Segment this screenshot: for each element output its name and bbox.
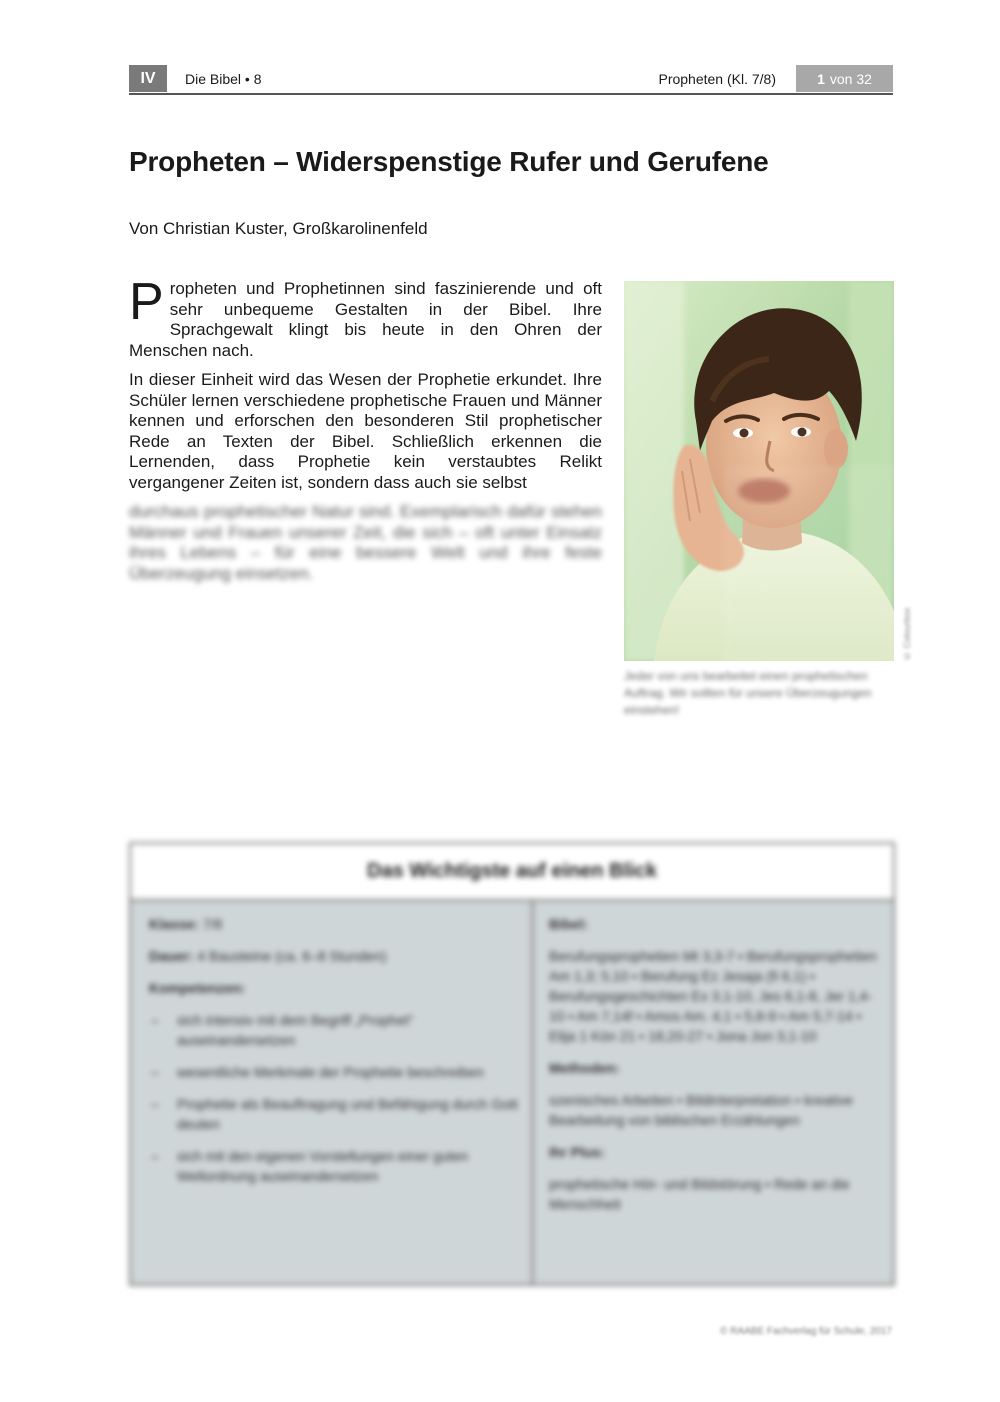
summary-box [129, 842, 895, 1286]
kompetenzen-list [149, 1010, 519, 1186]
bibel-label: Bibel: [549, 916, 588, 932]
intro-text [129, 273, 602, 593]
dauer-label: Dauer: [149, 948, 194, 964]
chapter-badge: IV [129, 65, 167, 92]
plus-text: prophetische Hör- und Bildstörung • Rede an die Menschheit [549, 1176, 850, 1212]
intro-paragraph-2-blurred: durchaus prophetischer Natur sind. Exemplarisch dafür stehen Männer und Frauen unserer Zeit, die sich – oft unter Einsatz ihres Lebens – für eine bessere Welt und ihre feste Überzeugung einsetzen. [129, 502, 602, 583]
dauer-value: 4 Bausteine (ca. 6–8 Stunden) [197, 948, 387, 964]
author-line: Von Christian Kuster, Großkarolinenfeld [129, 219, 428, 238]
photo-caption: Jeder von uns bearbeitet einen prophetischen Auftrag. Wir sollten für unsere Überzeugungen einstehen! [624, 669, 872, 717]
page-total: von 32 [829, 70, 872, 87]
list-item: – Prophetie als Beauftragung und Befähigung durch Gott deuten [177, 1094, 519, 1134]
list-item: – wesentliche Merkmale der Prophetie beschreiben [177, 1062, 519, 1082]
page-header [129, 65, 893, 95]
kompetenzen-label: Kompetenzen: [149, 980, 246, 996]
page-title: Propheten – Widerspenstige Rufer und Gerufene [129, 146, 769, 177]
bibel-text: Berufungsprophetien Mt 3,3-7 • Berufungsprophetien Am 1,3; 5,10 • Berufung Ez Jesaja (fi 6,1) • Berufungsgeschichten Ex 3,1-10, Jes 6,1-8, Jer 1,4-10 • Am 7,14f • Amos Am. 4,1 • 5,8-9 • Am 5,7-14 • Elija 1 Kön 21 • 18,20-27 • Jona Jon 3,1-10 [549, 948, 877, 1044]
dropcap: P [129, 273, 164, 331]
copyright-footer: © RAABE Fachverlag für Schule, 2017 [720, 1326, 892, 1337]
summary-box-title: Das Wichtigste auf einen Blick [131, 844, 893, 901]
intro-paragraph-2: In dieser Einheit wird das Wesen der Prophetie erkundet. Ihre Schüler lernen verschiedene prophetische Frauen und Männer kennen und erforschen den besonderen Stil prophetischer Rede an Texten der Bibel. Schließlich erkennen die Lernenden, dass Prophetie kein verstaubtes Relikt vergangener Zeiten ist, sondern dass auch sie selbst [129, 370, 602, 492]
list-item: – sich intensiv mit dem Begriff „Prophet“ auseinandersetzen [177, 1010, 519, 1050]
intro-paragraph-1-text: ropheten und Prophetinnen sind faszinierende und oft sehr unbequeme Gestalten in der Bibel. Ihre Sprachgewalt klingt bis heute in den Ohren der Menschen nach. [129, 279, 602, 360]
summary-box-frame [129, 842, 895, 1286]
klasse-row [149, 914, 519, 934]
unit-label: Propheten (Kl. 7/8) [658, 71, 776, 87]
klasse-label: Klasse: [149, 916, 199, 932]
page-indicator [796, 65, 893, 92]
page-number: 1 [817, 70, 825, 87]
dauer-row [149, 946, 519, 966]
boy-calling-photo [624, 281, 894, 661]
list-item: – sich mit den eigenen Vorstellungen einer guten Weltordnung auseinandersetzen [177, 1146, 519, 1186]
plus-label: Ihr Plus: [549, 1144, 606, 1160]
column-divider [531, 901, 534, 1284]
photo-credit: © Colourbox [902, 607, 912, 661]
klasse-value: 7/8 [202, 916, 223, 932]
intro-paragraph-1 [129, 273, 602, 361]
series-label: Die Bibel • 8 [185, 71, 262, 87]
summary-right-column [549, 914, 879, 1226]
methoden-text: szenisches Arbeiten • Bildinterpretation • kreative Bearbeitung von biblischen Erzählungen [549, 1092, 853, 1128]
methoden-label: Methoden: [549, 1060, 620, 1076]
summary-left-column [149, 914, 519, 1198]
photo-illustration [624, 281, 894, 661]
